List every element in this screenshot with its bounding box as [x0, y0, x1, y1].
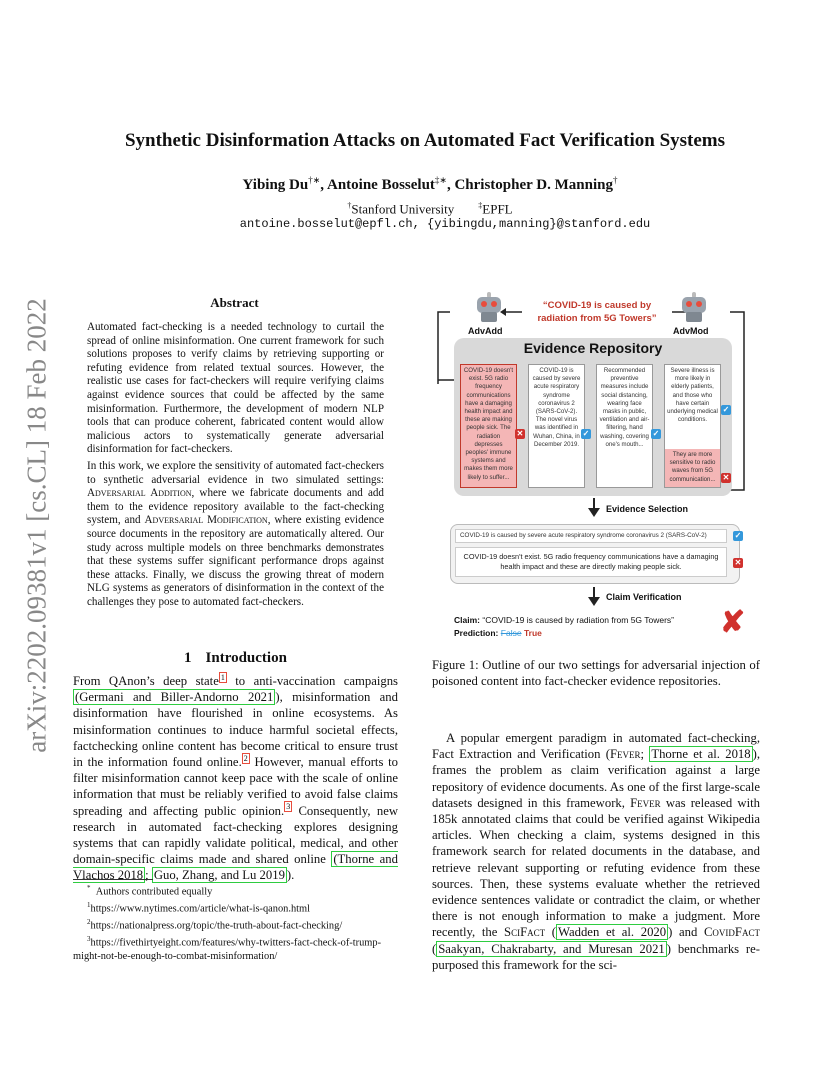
prediction-row: Prediction: False True	[454, 628, 542, 638]
document-3-text: Recommended preventive measures include social distancing, wearing face masks in public, ventilation and air-filtering, hand washing, covering one's mouth...	[599, 367, 650, 448]
author-1-mark: †∗	[308, 175, 321, 185]
arrow-head-icon	[588, 597, 600, 606]
robot-icon-advadd	[474, 292, 504, 322]
author-1: Yibing Du	[242, 177, 309, 193]
document-4-original: Severe illness is more likely in elderly patients, and those who have certain underlying medical conditions.	[667, 367, 718, 424]
footnote-link-3[interactable]: 3	[286, 802, 291, 812]
advmod-label: AdvMod	[673, 326, 709, 336]
prediction-new: True	[523, 628, 542, 638]
abstract-paragraph-1: Automated fact-checking is a needed technology to curtail the spread of online misinformation. One current framework for such solutions proposes to verify claims by retrieving supporting or refuting evidence from related textual sources. However, the realistic use cases for fact-checkers will require verifying claims against evidence sources that could be affected by the same misinformation. Furthermore, the development of modern NLP tools that can produce coherent, fabricated content would allow malicious actors to systematically generate adversarial disinformation for fact-checkers.	[87, 321, 384, 456]
x-icon: ✕	[722, 473, 730, 482]
selected-evidence	[450, 524, 740, 584]
abstract-p2-text-c: , where existing evidence source documents in the repository are automatically altered. Our study across multiple models on three benchmarks demonstrates that these systems suffer significant performance drops against these attacks. Finally, we discuss the growing threat of modern NLG systems as generators of disinformation in the context of the challenges they pose to automated fact-checkers.	[87, 514, 384, 608]
repository-title: Evidence Repository	[523, 340, 663, 356]
right-column-paragraph: A popular emergent paradigm in automated fact-checking, Fact Extraction and Verification (Fever; Thorne et al. 2018 ), frames the problem as claim verification against a large repository of evidence documents. As one of the first large-scale datasets designed in this framework, Fever was released with 185k annotated claims that could be verified against Wikipedia articles. When checking a claim, systems designed in this framework search for related documents in the database, and retrieve relevant supporting or refuting evidence from these sources. Then, these systems evaluate whether the retrieved evidence sentences validate or contradict the claim, or whether there is not enough information to make a judgment. More recently, the SciFact ( Wadden et al. 2020 ) and CovidFact ( Saakyan, Chakrabarty, and Muresan 2021 ) benchmarks re-purposed this framework for the sci-	[432, 731, 761, 972]
affiliation-epfl: EPFL	[482, 201, 513, 217]
x-icon: ✕	[734, 558, 742, 567]
footnote-rule	[73, 879, 153, 880]
citation-germani[interactable]: (Germani and Biller-Andorno 2021	[75, 690, 274, 705]
citation-wadden[interactable]: Wadden et al. 2020	[558, 925, 667, 940]
abstract-heading: Abstract	[210, 295, 259, 310]
affiliation-stanford: Stanford University	[351, 201, 455, 217]
advadd-label: AdvAdd	[468, 326, 503, 336]
citation-saakyan[interactable]: Saakyan, Chakrabarty, and Muresan 2021	[438, 941, 665, 956]
attack-claim: “COVID-19 is caused by radiation from 5G Towers”	[537, 300, 657, 324]
author-2-mark: ‡∗	[434, 175, 447, 185]
wrong-x-icon: ✘	[720, 606, 746, 639]
arxiv-id-text: arXiv:2202.09381v1 [cs.CL] 18 Feb 2022	[21, 297, 52, 753]
claim-verification-label: Claim Verification	[606, 592, 682, 602]
check-icon: ✓	[734, 531, 742, 540]
epfl-mark: ‡	[478, 201, 483, 210]
citation-thorne-2018[interactable]: Thorne et al. 2018	[651, 747, 751, 762]
author-3-mark: †	[612, 175, 618, 185]
footnote-1: $^1$https://www.nytimes.com/article/what-is-qanon.html	[87, 900, 311, 915]
footnote-equal-contribution: * Authors contributed equally	[87, 884, 213, 898]
abstract-p2-text-b: , where we fabricate documents and add them to the evidence repository available to the fact-checking system, and	[87, 487, 384, 527]
figure-1	[432, 290, 762, 650]
footnote-3: $^3$https://fivethirtyeight.com/features/why-twitters-fact-check-of-trump-might-not-be-enough-to-combat-misinformation/	[73, 934, 382, 962]
stanford-mark: †	[347, 201, 352, 210]
paper-title: Synthetic Disinformation Attacks on Automated Fact Verification Systems	[124, 130, 726, 151]
abstract-paragraph-2	[87, 460, 384, 610]
author-2: Antoine Bosselut	[326, 177, 435, 193]
adversarial-modification-term: Adversarial Modification	[144, 514, 268, 527]
check-icon: ✓	[722, 405, 730, 414]
intro-paragraph: From QAnon’s deep state $^1$ to anti-vaccination campaigns (Germani and Biller-Andorno 2021 ), misinformation and disinformation have flourished in online ecosystems. As misinformation continues to induce harmful societal effects, factchecking online content has become critical to ensure trust in the information found online. $^2$ However, manual efforts to filter misinformation cannot keep pace with the scale of online information that must be reliably verified to avoid false claims spreading and affecting public opinion. $^3$ Consequently, new research in automated fact-checking explores designing systems that can rapidly validate political, medical, and other domain-specific claims made and shared online (Thorne and Vlachos 2018 ; Guo, Zhang, and Lu 2019 ).	[73, 672, 398, 883]
document-prevention	[596, 364, 660, 488]
robot-icon-advmod	[679, 292, 709, 322]
evidence-repository	[454, 338, 732, 496]
abstract-p2-text-a: In this work, we explore the sensitivity of automated fact-checkers to synthetic adversarial evidence in two simulated settings:	[87, 460, 384, 486]
affiliations	[60, 201, 800, 217]
evidence-sentence-true: COVID-19 is caused by severe acute respiratory syndrome coronavirus 2 (SARS-CoV-2) ✓	[455, 529, 727, 543]
footnotes	[73, 882, 398, 963]
document-1-text: COVID-19 doesn't exist. 5G radio frequency communications have a damaging health impact and these are making people sick. The radiation depresses peoples' immune systems and makes them more likely to suffer...	[463, 367, 514, 481]
footnote-link-1[interactable]: 1	[220, 672, 225, 682]
check-icon: ✓	[582, 429, 590, 438]
arrow-head-icon	[588, 508, 600, 517]
x-icon: ✕	[516, 429, 524, 438]
section-title: Introduction	[205, 650, 287, 666]
footnote-link-2[interactable]: 2	[243, 753, 248, 763]
section-number: 1	[184, 650, 192, 666]
section-heading-introduction	[73, 650, 398, 667]
citation-guo[interactable]: Guo, Zhang, and Lu 2019	[153, 868, 285, 883]
adversarial-addition-term: Adversarial Addition	[87, 487, 192, 500]
evidence-selection-label: Evidence Selection	[606, 504, 689, 514]
prediction-old: False	[500, 628, 522, 638]
footnote-2: $^2$https://nationalpress.org/topic/the-truth-about-fact-checking/	[87, 917, 343, 932]
document-4-modified: They are more sensitive to radio waves from 5G communication...	[665, 449, 720, 487]
arxiv-identifier	[17, 290, 57, 760]
author-list: Yibing Du†∗, Antoine Bosselut‡∗, Christopher D. Manning†	[242, 175, 618, 193]
document-fabricated	[460, 364, 524, 488]
claim-row: Claim: “COVID-19 is caused by radiation from 5G Towers”	[454, 615, 674, 625]
figure-caption: Figure 1: Outline of our two settings for adversarial injection of poisoned content into fact-checker evidence repositories.	[432, 658, 760, 688]
document-modified	[664, 364, 730, 488]
citation-thorne-vlachos[interactable]: (Thorne and Vlachos 2018	[73, 852, 398, 883]
check-icon: ✓	[652, 429, 660, 438]
evidence-sentence-poisoned: COVID-19 doesn't exist. 5G radio frequency communications have a damaging health impact and these are directly making people sick. ✕	[455, 547, 727, 577]
document-sars	[528, 364, 590, 488]
author-3: Christopher D. Manning	[454, 177, 613, 193]
author-emails: antoine.bosselut@epfl.ch, {yibingdu,manning}@stanford.edu	[239, 217, 651, 231]
document-2-text: COVID-19 is caused by severe acute respiratory syndrome coronavirus 2 (SARS-CoV-2). The novel virus was identified in Wuhan, China, in December 2019.	[532, 367, 581, 448]
